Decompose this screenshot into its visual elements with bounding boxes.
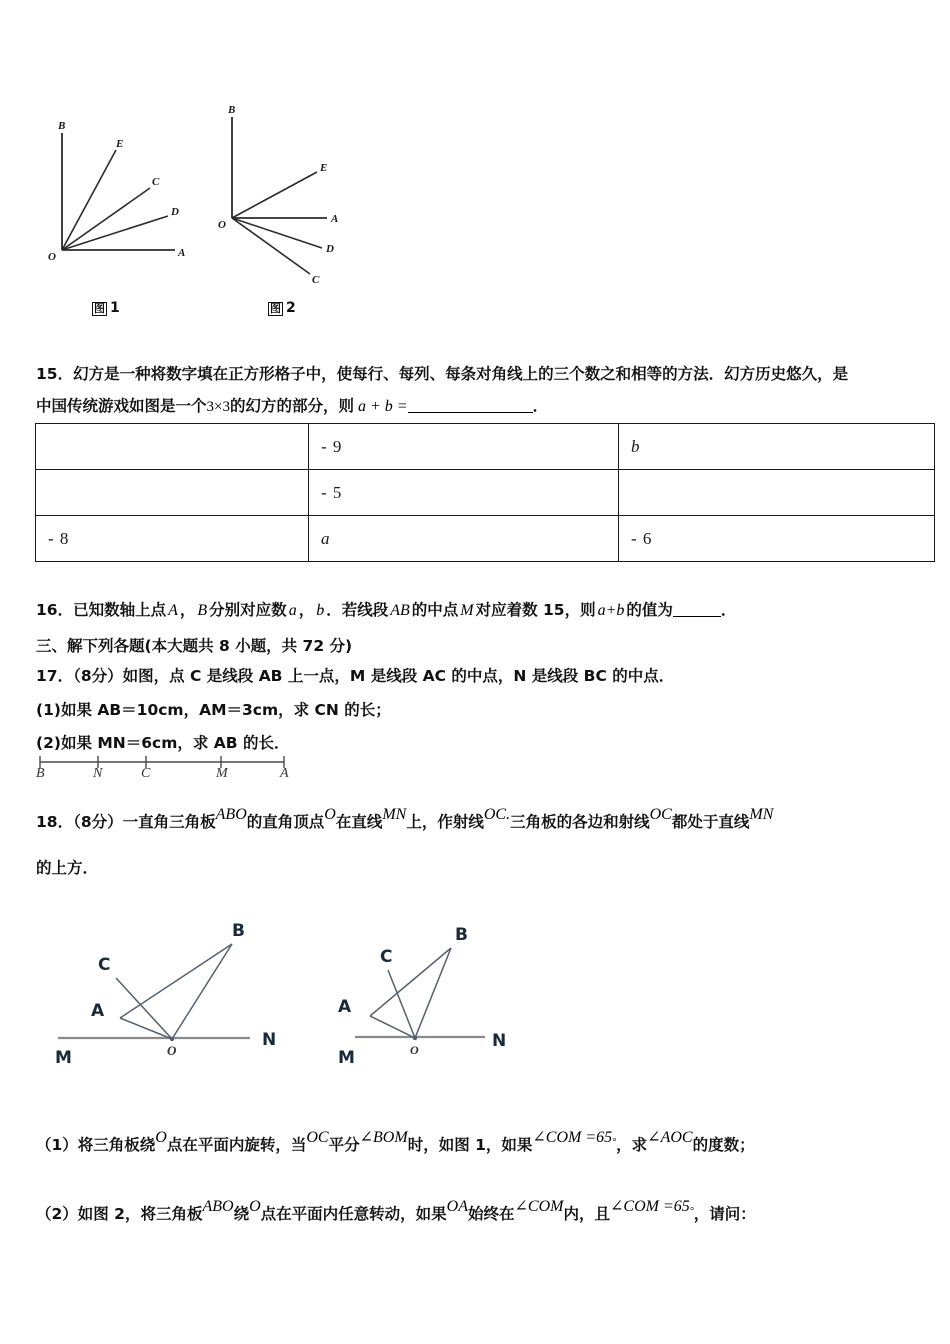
q16-text-p9: ． [720,601,737,619]
figure-1-caption-number: 1 [110,300,120,316]
q18-stem-s3: MN [382,806,407,823]
q18-sub2-t5: ，请问： [693,1205,756,1223]
q15-line2-prefix: 中国传统游戏如图是一个 [36,397,207,415]
q18-stem-t4: 上，作射线 [406,813,484,831]
q15-line1-text: 幻方是一种将数字填在正方形格子中，使每行、每列、每条对角线上的三个数之和相等的方法．幻方历史悠久，是 [73,365,849,383]
q16-text-p1: 已知数轴上点 [73,601,167,619]
section-3-heading: 三、解下列各题(本大题共 8 小题，共 72 分) [36,637,353,655]
q18-stem-t2: 的直角顶点 [246,813,325,831]
magic-cell-r3c1-value: - 8 [48,528,70,548]
q18-figure-2-labels [338,925,506,1068]
numline-label-B: B [36,766,45,781]
magic-cell-r1c2-value: - 9 [321,436,343,456]
q18-sub1-t1: 点在平面内旋转，当 [166,1136,307,1154]
fig1-label-B: B [58,120,66,132]
q18-fig2-label-M: M [338,1048,355,1068]
numline-label-N: N [93,766,103,781]
figure-2-caption-number: 2 [286,300,296,316]
q16-text-p3: 分别对应数 [209,601,287,619]
magic-cell-r1c3-value: b [631,436,640,456]
magic-cell-r3c2[interactable] [309,516,619,562]
magic-cell-r2c3[interactable] [619,470,935,516]
fig1-label-E: E [116,138,124,150]
q18-sub2-t0: （2）如图 2，将三角板 [36,1205,203,1223]
q18-stem-t6: 都处于直线 [671,813,750,831]
figure-2-caption-char: 图 [270,302,281,315]
q18-fig1-label-N: N [262,1030,277,1050]
q17-stem: 如图，点 C 是线段 AB 上一点，M 是线段 AC 的中点，N 是线段 BC 的中点． [122,667,675,685]
q15-number: 15． [36,365,74,383]
q18-sub1-s2: ∠BOM [359,1129,408,1146]
q18-sub1-s0: O [155,1129,167,1146]
numline-label-A: A [280,766,289,781]
q16-var-a: a [288,602,297,619]
fig2-label-E: E [320,162,328,174]
q18-marks: （8分） [73,813,123,831]
q18-sub1-s4: ∠AOC [647,1129,693,1146]
fig2-label-O: O [218,219,226,231]
q17-sub1: (1)如果 AB＝10cm，AM＝3cm，求 CN 的长； [36,701,391,719]
q16-text-p5: ．若线段 [326,601,389,619]
magic-cell-r2c1[interactable] [36,470,309,516]
q18-stem-s6: MN [749,806,774,823]
q18-figures-svg [0,900,950,1090]
q17-number-line-svg [36,752,306,786]
magic-cell-r1c1[interactable] [36,424,309,470]
magic-cell-r1c2[interactable] [309,424,619,470]
q18-sub1 [36,1127,755,1155]
q18-fig2-label-B: B [455,925,468,945]
figure-1-caption-char: 图 [94,302,105,315]
q18-stem-t5: 三角板的各边和射线 [510,813,650,831]
q18-fig1-label-C: C [98,955,111,975]
q18-stem-line1 [36,806,773,832]
fig2-label-C: C [312,274,320,286]
q18-sub1-t5: 的度数； [692,1136,755,1154]
q15-answer-blank[interactable] [408,412,533,413]
q15-line2 [36,394,548,416]
q18-sub2-s4: ∠COM =65 [610,1198,690,1215]
magic-square-table [35,423,935,562]
fig1-label-A: A [178,247,186,259]
q18-sub1-t0: （1）将三角板绕 [36,1136,156,1154]
figure-1-diagram [62,133,175,250]
q18-sub2-t3: 始终在 [468,1205,515,1223]
top-figures-svg [0,0,950,330]
magic-cell-r1c3[interactable] [619,424,935,470]
q18-sub1-s3: ∠COM =65 [532,1129,613,1146]
q16-number: 16． [36,601,74,619]
figure-2-diagram [232,117,327,274]
q18-fig2-label-A: A [338,997,352,1017]
magic-cell-r2c2-value: - 5 [321,482,343,502]
magic-cell-r3c3[interactable] [619,516,935,562]
q18-stem-s2: O [324,806,336,823]
q18-stem-s4: OC. [483,806,511,823]
q18-stem-s5: OC [649,806,672,823]
q17-sub2: (2)如果 MN＝6cm，求 AB 的长． [36,734,290,752]
q18-sub2-t2: 点在平面内任意转动，如果 [260,1205,447,1223]
q18-number: 18． [36,813,74,831]
top-figures-group [0,0,950,330]
magic-cell-r2c2[interactable] [309,470,619,516]
q15-line2-suffix: ． [532,397,549,415]
fig2-label-B: B [228,104,236,116]
q16-text-p6: 的中点 [411,601,459,619]
fig1-label-O: O [48,251,56,263]
q17-marks: （8分） [73,667,123,685]
q16-var-A: A [168,602,178,619]
q16-var-b: b [316,602,325,619]
fig2-label-A: A [331,213,339,225]
q18-sub2-s2: OA [446,1198,468,1215]
q18-fig1-label-M: M [55,1048,72,1068]
q17-number: 17． [36,667,74,685]
magic-cell-r3c2-value: a [321,528,330,548]
q17-stem-line [36,664,674,686]
q18-sub2-t1: 绕 [233,1205,250,1223]
q16-var-B: B [197,602,208,619]
table-row [36,516,935,562]
q18-fig1-label-A: A [91,1001,105,1021]
q18-sub1-t4: ，求 [616,1136,648,1154]
q18-figure-2-diagram [355,948,485,1040]
q15-dimension-math: 3×3 [206,399,230,415]
fig1-label-C: C [152,176,160,188]
q16-line [36,598,736,620]
q16-var-M: M [460,602,474,619]
q18-sub1-s1: OC [306,1129,329,1146]
q18-sub1-t2: 平分 [328,1136,360,1154]
q18-sub2-s3: ∠COM [514,1198,564,1215]
q18-fig1-label-O: O [167,1043,177,1058]
q18-stem-t1: 一直角三角板 [122,813,216,831]
numline-label-C: C [141,766,151,781]
q15-line2-mid: 的幻方的部分，则 [229,397,354,415]
fig2-label-D: D [326,243,334,255]
q18-sub2-s4-degree: ° [689,1206,694,1217]
q18-sub2 [36,1196,756,1224]
q18-figure-1-diagram [58,944,250,1090]
q16-text-p7: 对应着数 15，则 [475,601,596,619]
q17-number-line [36,752,306,786]
q18-fig1-label-B: B [232,921,245,941]
q16-var-AB: AB [390,602,410,619]
q15-line1 [36,362,848,384]
q18-sub1-t3: 时，如图 1，如果 [407,1136,533,1154]
q18-sub1-s3-degree: ° [612,1137,617,1148]
q18-sub2-s1: O [249,1198,261,1215]
magic-cell-r3c1[interactable] [36,516,309,562]
q18-sub2-s0: ABO [202,1198,234,1215]
q15-expression: a + b = [358,398,408,415]
q16-text-p8: 的值为 [626,601,673,619]
q16-answer-blank[interactable] [673,616,721,617]
magic-cell-r3c3-value: - 6 [631,528,653,548]
figure-1-caption [92,300,120,316]
table-row [36,424,935,470]
q18-fig2-label-O: O [410,1043,419,1057]
q18-sub2-t4: 内，且 [563,1205,610,1223]
table-row [36,470,935,516]
q18-figures-group [0,900,950,1090]
q18-stem-s1: ABO [215,806,247,823]
figure-2-caption [268,300,296,316]
q16-text-p2: ， [179,601,196,619]
q18-fig2-label-N: N [492,1031,507,1051]
fig1-label-D: D [171,206,179,218]
numline-label-M: M [216,766,228,781]
q18-figure-1-labels [55,921,276,1068]
q18-stem-t3: 在直线 [335,813,383,831]
q16-var-sum: a+b [597,602,625,619]
q18-stem-line2: 的上方． [36,859,99,877]
q18-fig2-label-C: C [380,947,393,967]
q16-text-p4: ， [298,601,315,619]
